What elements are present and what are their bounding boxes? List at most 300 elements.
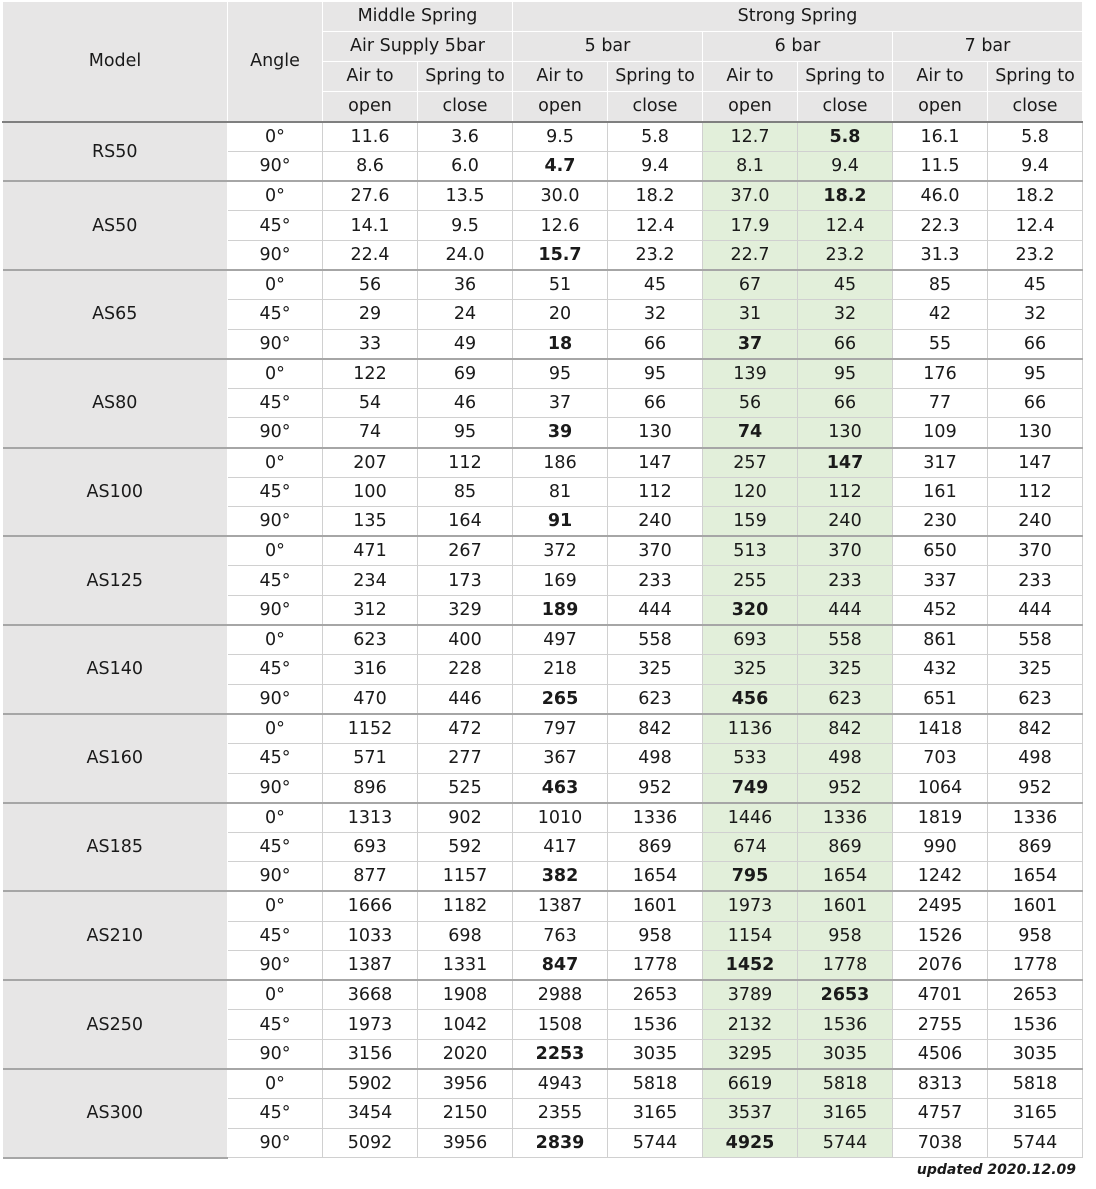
air-to-open-header-line2: open [513,92,608,123]
value-cell: 234 [323,566,418,596]
value-cell: 5744 [798,1128,893,1158]
value-cell: 233 [608,566,703,596]
angle-header: Angle [228,2,323,123]
value-cell: 15.7 [513,240,608,270]
value-cell: 6619 [703,1069,798,1099]
value-cell: 4943 [513,1069,608,1099]
value-cell: 4701 [893,980,988,1010]
value-cell: 958 [988,921,1083,951]
value-cell: 3.6 [418,122,513,152]
value-cell: 1601 [988,891,1083,921]
value-cell: 29 [323,300,418,330]
value-cell: 18.2 [798,181,893,211]
value-cell: 650 [893,536,988,566]
value-cell: 498 [988,743,1083,773]
value-cell: 2755 [893,1010,988,1040]
angle-cell: 45° [228,388,323,418]
value-cell: 56 [703,388,798,418]
value-cell: 337 [893,566,988,596]
value-cell: 444 [608,596,703,626]
value-cell: 173 [418,566,513,596]
model-cell: AS210 [3,891,228,980]
value-cell: 267 [418,536,513,566]
value-cell: 112 [988,477,1083,507]
air-to-open-header-line2: open [703,92,798,123]
value-cell: 3156 [323,1039,418,1069]
value-cell: 325 [988,655,1083,685]
value-cell: 446 [418,684,513,714]
value-cell: 370 [988,536,1083,566]
value-cell: 23.2 [988,240,1083,270]
value-cell: 1154 [703,921,798,951]
value-cell: 11.6 [323,122,418,152]
table-row [3,1069,1083,1099]
value-cell: 39 [513,418,608,448]
spring-to-close-header: Spring to [988,62,1083,92]
value-cell: 66 [608,388,703,418]
air-to-open-header-line2: open [893,92,988,123]
angle-cell: 45° [228,1099,323,1129]
value-cell: 958 [608,921,703,951]
value-cell: 37.0 [703,181,798,211]
value-cell: 265 [513,684,608,714]
value-cell: 1418 [893,714,988,744]
spring-to-close-header-line2: close [988,92,1083,123]
value-cell: 877 [323,862,418,892]
value-cell: 55 [893,329,988,359]
value-cell: 370 [608,536,703,566]
value-cell: 51 [513,270,608,300]
value-cell: 95 [798,359,893,389]
value-cell: 3165 [798,1099,893,1129]
value-cell: 498 [608,743,703,773]
angle-cell: 0° [228,359,323,389]
value-cell: 367 [513,743,608,773]
value-cell: 4925 [703,1128,798,1158]
updated-note: updated 2020.12.09 [916,1162,1076,1178]
value-cell: 2653 [798,980,893,1010]
value-cell: 842 [988,714,1083,744]
table-header [3,2,1083,123]
value-cell: 571 [323,743,418,773]
table-row [3,270,1083,300]
value-cell: 9.4 [798,152,893,182]
value-cell: 3035 [608,1039,703,1069]
value-cell: 11.5 [893,152,988,182]
value-cell: 66 [798,329,893,359]
value-cell: 95 [513,359,608,389]
value-cell: 861 [893,625,988,655]
value-cell: 186 [513,448,608,478]
value-cell: 842 [608,714,703,744]
value-cell: 456 [703,684,798,714]
air-to-open-header: Air to [323,62,418,92]
value-cell: 12.4 [988,211,1083,241]
value-cell: 12.7 [703,122,798,152]
table-row [3,714,1083,744]
value-cell: 2132 [703,1010,798,1040]
value-cell: 23.2 [798,240,893,270]
value-cell: 958 [798,921,893,951]
value-cell: 5818 [988,1069,1083,1099]
value-cell: 3668 [323,980,418,1010]
middle-spring-header: Middle Spring [323,2,513,32]
value-cell: 325 [608,655,703,685]
value-cell: 417 [513,832,608,862]
value-cell: 472 [418,714,513,744]
angle-cell: 0° [228,270,323,300]
value-cell: 32 [988,300,1083,330]
value-cell: 81 [513,477,608,507]
angle-cell: 45° [228,832,323,862]
value-cell: 2839 [513,1128,608,1158]
value-cell: 37 [703,329,798,359]
value-cell: 1666 [323,891,418,921]
value-cell: 218 [513,655,608,685]
value-cell: 498 [798,743,893,773]
value-cell: 3295 [703,1039,798,1069]
value-cell: 42 [893,300,988,330]
value-cell: 795 [703,862,798,892]
value-cell: 623 [798,684,893,714]
angle-cell: 0° [228,536,323,566]
value-cell: 24 [418,300,513,330]
value-cell: 66 [798,388,893,418]
value-cell: 46.0 [893,181,988,211]
value-cell: 18.2 [988,181,1083,211]
value-cell: 5818 [608,1069,703,1099]
value-cell: 32 [798,300,893,330]
air-to-open-header: Air to [703,62,798,92]
value-cell: 2653 [608,980,703,1010]
angle-cell: 0° [228,714,323,744]
torque-table [2,1,1083,1159]
value-cell: 1536 [988,1010,1083,1040]
value-cell: 122 [323,359,418,389]
value-cell: 22.4 [323,240,418,270]
value-cell: 32 [608,300,703,330]
value-cell: 130 [608,418,703,448]
value-cell: 14.1 [323,211,418,241]
air-to-open-header: Air to [513,62,608,92]
value-cell: 9.5 [513,122,608,152]
angle-cell: 90° [228,418,323,448]
value-cell: 3165 [608,1099,703,1129]
angle-cell: 0° [228,448,323,478]
value-cell: 3789 [703,980,798,1010]
value-cell: 112 [798,477,893,507]
value-cell: 31 [703,300,798,330]
value-cell: 1654 [798,862,893,892]
value-cell: 1973 [703,891,798,921]
value-cell: 372 [513,536,608,566]
value-cell: 7038 [893,1128,988,1158]
value-cell: 176 [893,359,988,389]
angle-cell: 90° [228,152,323,182]
value-cell: 312 [323,596,418,626]
value-cell: 1336 [798,803,893,833]
value-cell: 4506 [893,1039,988,1069]
value-cell: 36 [418,270,513,300]
model-cell: AS185 [3,803,228,892]
value-cell: 2653 [988,980,1083,1010]
value-cell: 471 [323,536,418,566]
model-cell: AS140 [3,625,228,714]
value-cell: 693 [703,625,798,655]
value-cell: 5.8 [988,122,1083,152]
value-cell: 240 [608,507,703,537]
value-cell: 5902 [323,1069,418,1099]
angle-cell: 90° [228,596,323,626]
value-cell: 763 [513,921,608,951]
angle-cell: 90° [228,862,323,892]
value-cell: 45 [608,270,703,300]
table-row [3,122,1083,152]
table-row [3,536,1083,566]
value-cell: 1908 [418,980,513,1010]
value-cell: 18.2 [608,181,703,211]
value-cell: 317 [893,448,988,478]
value-cell: 749 [703,773,798,803]
model-cell: AS100 [3,448,228,537]
model-cell: AS250 [3,980,228,1069]
value-cell: 207 [323,448,418,478]
value-cell: 147 [988,448,1083,478]
spring-to-close-header-line2: close [608,92,703,123]
value-cell: 952 [798,773,893,803]
value-cell: 1331 [418,951,513,981]
value-cell: 693 [323,832,418,862]
angle-cell: 45° [228,1010,323,1040]
spring-to-close-header: Spring to [418,62,513,92]
value-cell: 23.2 [608,240,703,270]
value-cell: 558 [798,625,893,655]
value-cell: 112 [608,477,703,507]
value-cell: 1242 [893,862,988,892]
value-cell: 54 [323,388,418,418]
value-cell: 69 [418,359,513,389]
value-cell: 27.6 [323,181,418,211]
value-cell: 623 [608,684,703,714]
value-cell: 120 [703,477,798,507]
angle-cell: 0° [228,980,323,1010]
value-cell: 18 [513,329,608,359]
value-cell: 623 [988,684,1083,714]
value-cell: 497 [513,625,608,655]
value-cell: 257 [703,448,798,478]
value-cell: 463 [513,773,608,803]
value-cell: 1042 [418,1010,513,1040]
value-cell: 3956 [418,1069,513,1099]
angle-cell: 45° [228,921,323,951]
value-cell: 952 [608,773,703,803]
value-cell: 400 [418,625,513,655]
value-cell: 5744 [988,1128,1083,1158]
value-cell: 159 [703,507,798,537]
value-cell: 869 [608,832,703,862]
value-cell: 161 [893,477,988,507]
table-row [3,181,1083,211]
value-cell: 3956 [418,1128,513,1158]
value-cell: 623 [323,625,418,655]
value-cell: 674 [703,832,798,862]
value-cell: 95 [988,359,1083,389]
value-cell: 452 [893,596,988,626]
angle-cell: 90° [228,240,323,270]
value-cell: 525 [418,773,513,803]
value-cell: 2253 [513,1039,608,1069]
value-cell: 45 [988,270,1083,300]
value-cell: 6.0 [418,152,513,182]
value-cell: 444 [988,596,1083,626]
value-cell: 233 [988,566,1083,596]
value-cell: 17.9 [703,211,798,241]
value-cell: 277 [418,743,513,773]
angle-cell: 45° [228,743,323,773]
value-cell: 112 [418,448,513,478]
value-cell: 139 [703,359,798,389]
value-cell: 12.4 [608,211,703,241]
value-cell: 1778 [988,951,1083,981]
value-cell: 1152 [323,714,418,744]
value-cell: 1452 [703,951,798,981]
value-cell: 12.6 [513,211,608,241]
value-cell: 5092 [323,1128,418,1158]
value-cell: 9.5 [418,211,513,241]
value-cell: 100 [323,477,418,507]
value-cell: 66 [988,388,1083,418]
angle-cell: 90° [228,684,323,714]
value-cell: 74 [323,418,418,448]
table-row [3,891,1083,921]
value-cell: 432 [893,655,988,685]
value-cell: 240 [988,507,1083,537]
value-cell: 9.4 [988,152,1083,182]
value-cell: 31.3 [893,240,988,270]
value-cell: 990 [893,832,988,862]
table-row [3,980,1083,1010]
value-cell: 8.6 [323,152,418,182]
angle-cell: 90° [228,951,323,981]
model-cell: AS160 [3,714,228,803]
value-cell: 56 [323,270,418,300]
angle-cell: 0° [228,181,323,211]
value-cell: 3165 [988,1099,1083,1129]
value-cell: 24.0 [418,240,513,270]
value-cell: 1064 [893,773,988,803]
value-cell: 558 [608,625,703,655]
value-cell: 1601 [798,891,893,921]
value-cell: 5.8 [608,122,703,152]
pressure-5bar-header: 5 bar [513,32,703,62]
value-cell: 12.4 [798,211,893,241]
value-cell: 1313 [323,803,418,833]
value-cell: 444 [798,596,893,626]
model-cell: AS125 [3,536,228,625]
value-cell: 8.1 [703,152,798,182]
value-cell: 1778 [798,951,893,981]
value-cell: 2150 [418,1099,513,1129]
table-body [3,122,1083,1158]
table-row [3,625,1083,655]
value-cell: 91 [513,507,608,537]
spring-to-close-header: Spring to [798,62,893,92]
value-cell: 135 [323,507,418,537]
value-cell: 592 [418,832,513,862]
value-cell: 2988 [513,980,608,1010]
value-cell: 66 [608,329,703,359]
value-cell: 109 [893,418,988,448]
value-cell: 2020 [418,1039,513,1069]
value-cell: 130 [988,418,1083,448]
angle-cell: 0° [228,122,323,152]
value-cell: 325 [703,655,798,685]
angle-cell: 90° [228,507,323,537]
value-cell: 147 [798,448,893,478]
value-cell: 2355 [513,1099,608,1129]
value-cell: 1819 [893,803,988,833]
value-cell: 228 [418,655,513,685]
value-cell: 1387 [513,891,608,921]
value-cell: 869 [798,832,893,862]
value-cell: 1033 [323,921,418,951]
value-cell: 130 [798,418,893,448]
value-cell: 3035 [798,1039,893,1069]
value-cell: 66 [988,329,1083,359]
value-cell: 382 [513,862,608,892]
value-cell: 698 [418,921,513,951]
value-cell: 1778 [608,951,703,981]
air-supply-header: Air Supply 5bar [323,32,513,62]
value-cell: 1654 [608,862,703,892]
value-cell: 370 [798,536,893,566]
angle-cell: 90° [228,329,323,359]
value-cell: 169 [513,566,608,596]
value-cell: 1182 [418,891,513,921]
value-cell: 85 [418,477,513,507]
value-cell: 164 [418,507,513,537]
value-cell: 5818 [798,1069,893,1099]
value-cell: 22.7 [703,240,798,270]
value-cell: 3454 [323,1099,418,1129]
model-header: Model [3,2,228,123]
strong-spring-header: Strong Spring [513,2,1083,32]
value-cell: 513 [703,536,798,566]
air-to-open-header: Air to [893,62,988,92]
value-cell: 255 [703,566,798,596]
table-row [3,803,1083,833]
angle-cell: 45° [228,300,323,330]
value-cell: 847 [513,951,608,981]
value-cell: 233 [798,566,893,596]
model-cell: AS50 [3,181,228,270]
value-cell: 45 [798,270,893,300]
value-cell: 952 [988,773,1083,803]
angle-cell: 0° [228,891,323,921]
angle-cell: 45° [228,211,323,241]
value-cell: 95 [418,418,513,448]
value-cell: 5744 [608,1128,703,1158]
value-cell: 1973 [323,1010,418,1040]
value-cell: 1536 [798,1010,893,1040]
angle-cell: 45° [228,655,323,685]
value-cell: 1157 [418,862,513,892]
value-cell: 22.3 [893,211,988,241]
value-cell: 46 [418,388,513,418]
value-cell: 189 [513,596,608,626]
value-cell: 651 [893,684,988,714]
value-cell: 2495 [893,891,988,921]
